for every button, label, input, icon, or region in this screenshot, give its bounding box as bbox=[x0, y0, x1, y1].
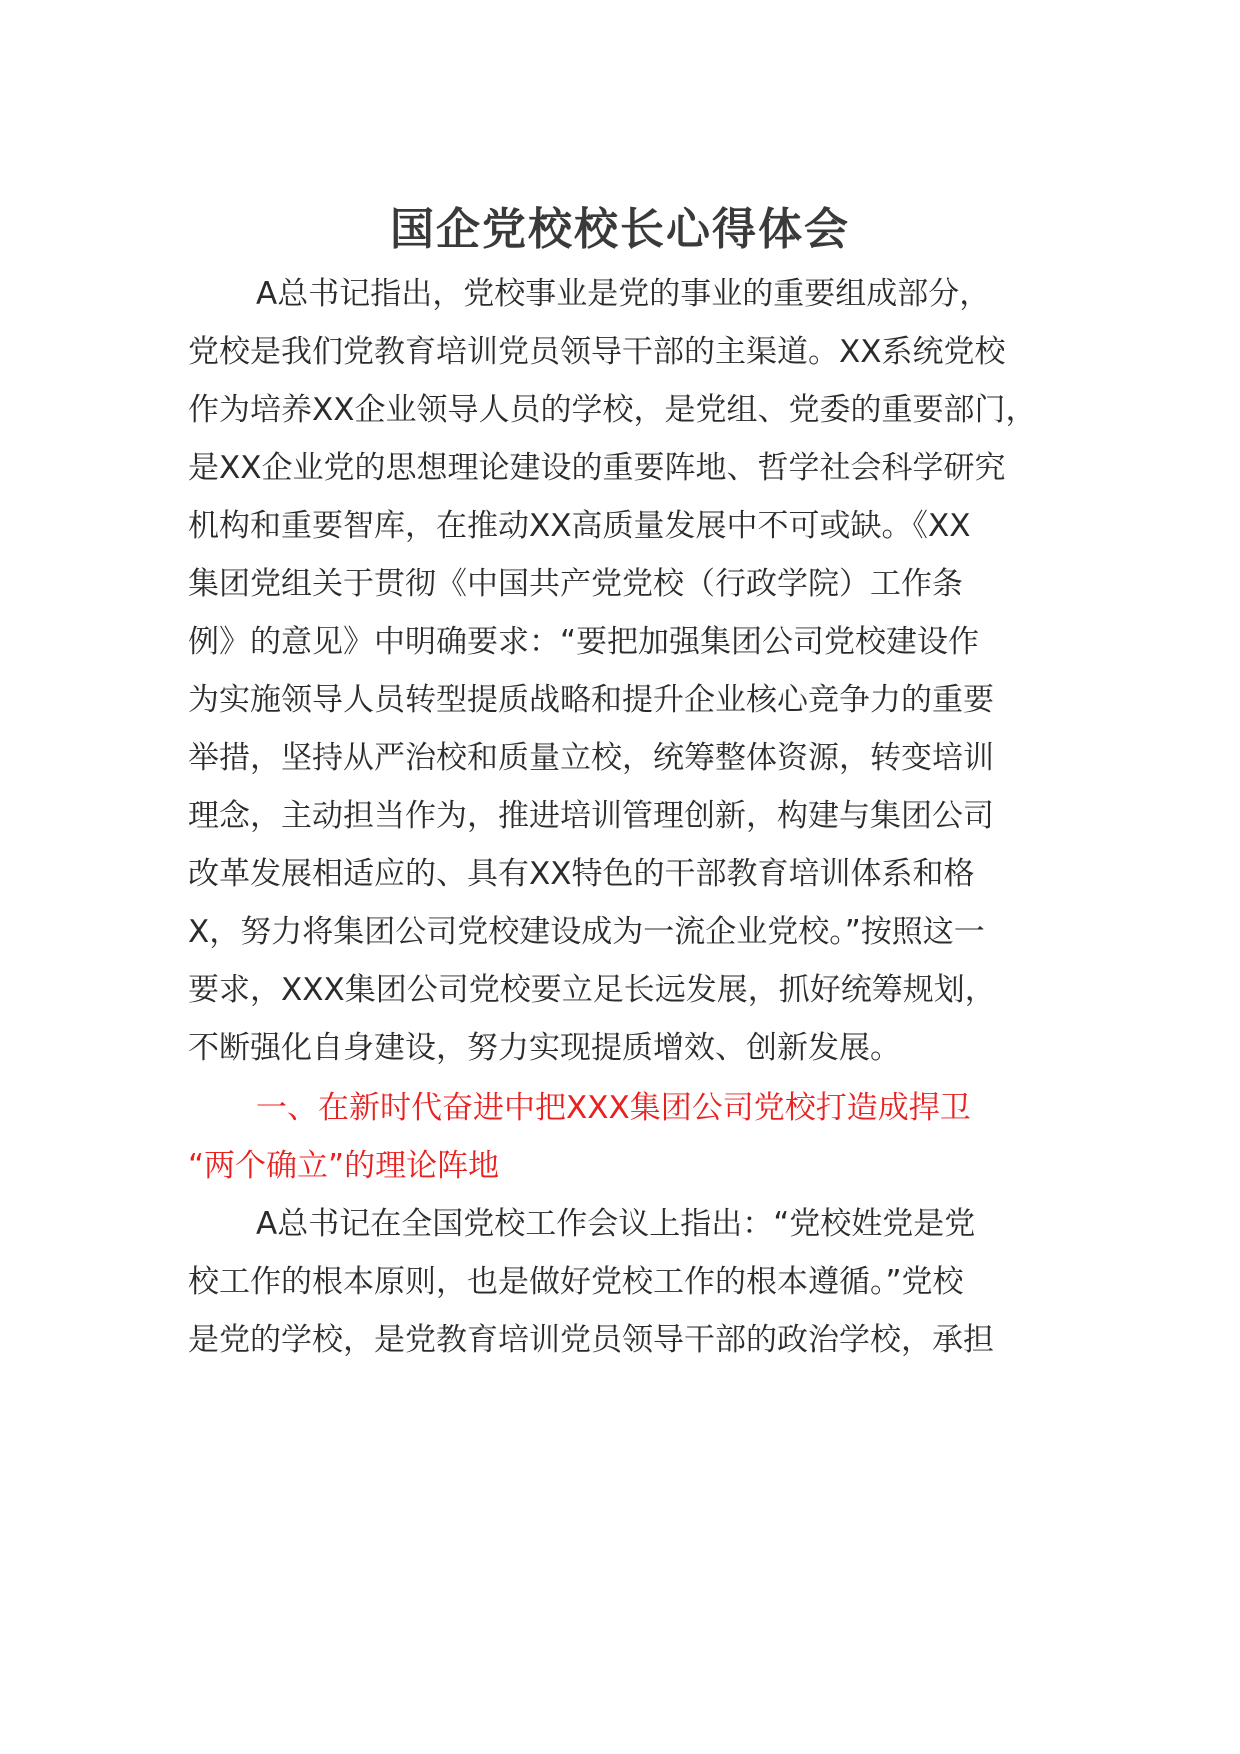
paragraph-line-15: A总书记在全国党校工作会议上指出：“党校姓党是党 bbox=[256, 1206, 976, 1242]
document-title: 国企党校校长心得体会 bbox=[390, 204, 850, 255]
paragraph-line-1: A总书记指出，党校事业是党的事业的重要组成部分， bbox=[256, 276, 991, 312]
paragraph-line-9: 举措，坚持从严治校和质量立校，统筹整体资源，转变培训 bbox=[188, 740, 994, 776]
section-heading-line-1: 一、在新时代奋进中把XXX集团公司党校打造成捍卫 bbox=[256, 1090, 971, 1126]
paragraph-line-6: 集团党组关于贯彻《中国共产党党校（行政学院）工作条 bbox=[188, 566, 963, 602]
paragraph-line-10: 理念，主动担当作为，推进培训管理创新，构建与集团公司 bbox=[188, 798, 994, 834]
paragraph-line-11: 改革发展相适应的、具有XX特色的干部教育培训体系和格 bbox=[188, 856, 975, 892]
paragraph-line-2: 党校是我们党教育培训党员领导干部的主渠道。XX系统党校 bbox=[188, 334, 1006, 370]
paragraph-line-13: 要求，XXX集团公司党校要立足长远发展，抓好统筹规划， bbox=[188, 972, 996, 1008]
section-heading-line-2: “两个确立”的理论阵地 bbox=[188, 1148, 500, 1184]
paragraph-line-4: 是XX企业党的思想理论建设的重要阵地、哲学社会科学研究 bbox=[188, 450, 1006, 486]
paragraph-line-12: X，努力将集团公司党校建设成为一流企业党校。”按照这一 bbox=[188, 914, 985, 950]
paragraph-line-16: 校工作的根本原则，也是做好党校工作的根本遵循。”党校 bbox=[188, 1264, 964, 1300]
paragraph-line-3: 作为培养XX企业领导人员的学校，是党组、党委的重要部门， bbox=[188, 392, 1037, 428]
paragraph-line-5: 机构和重要智库，在推动XX高质量发展中不可或缺。《XX bbox=[188, 508, 971, 544]
paragraph-line-7: 例》的意见》中明确要求：“要把加强集团公司党校建设作 bbox=[188, 624, 980, 660]
paragraph-line-14: 不断强化自身建设，努力实现提质增效、创新发展。 bbox=[188, 1030, 901, 1066]
paragraph-line-8: 为实施领导人员转型提质战略和提升企业核心竞争力的重要 bbox=[188, 682, 994, 718]
paragraph-line-17: 是党的学校，是党教育培训党员领导干部的政治学校，承担 bbox=[188, 1322, 994, 1358]
